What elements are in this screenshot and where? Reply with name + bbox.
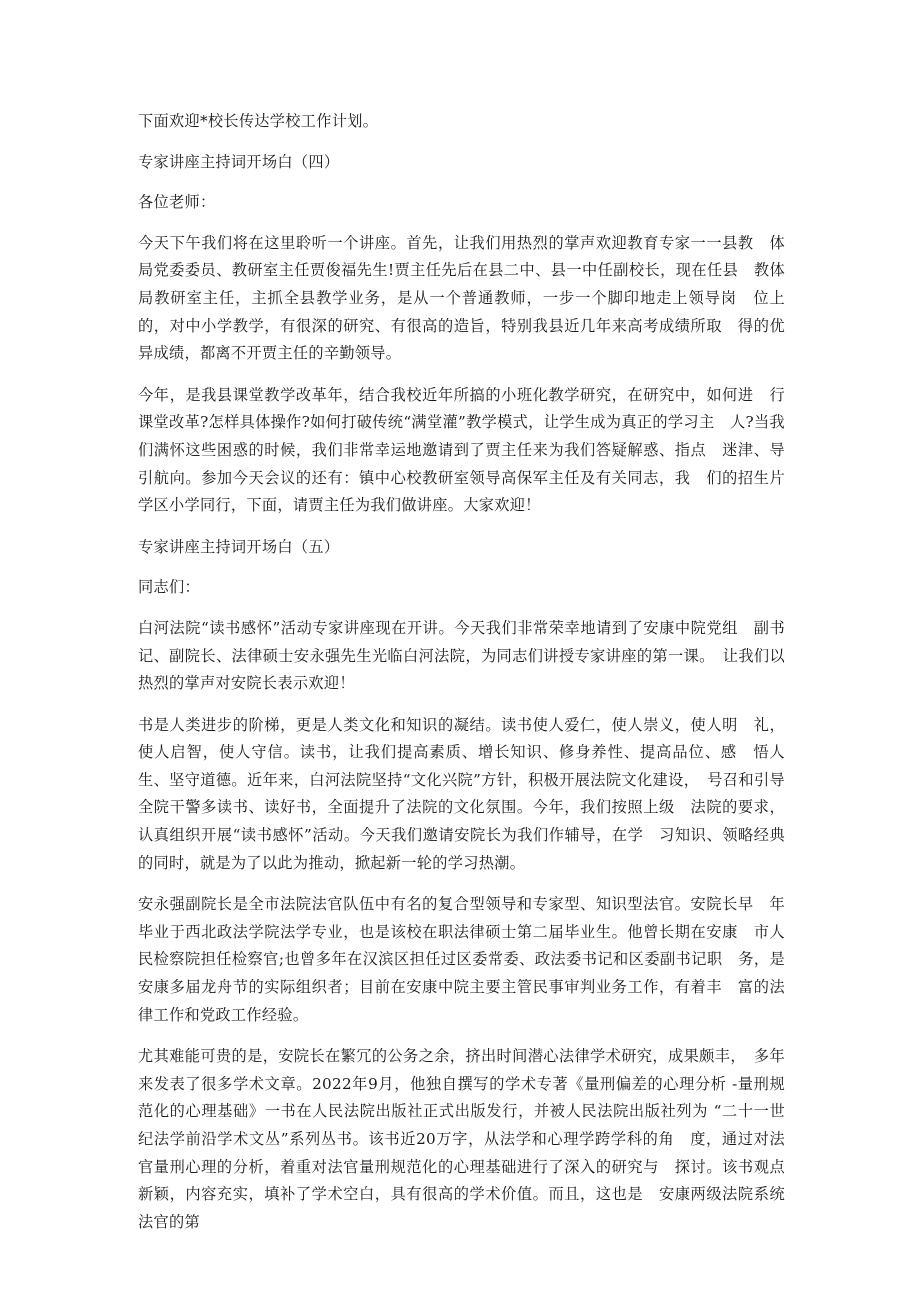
section-heading-five: 专家讲座主持词开场白（五） — [138, 537, 340, 556]
paragraph-court-lecture: 白河法院“读书感怀”活动专家讲座现在开讲。今天我们非常荣幸地请到了安康中院党组 副书记、副院长、法律硕士安永强先生光临白河法院，为同志们讲授专家讲座的第一课。 让我们以热烈的掌声对安院长表示欢迎！ — [138, 618, 785, 693]
paragraph-speaker-bio: 安永强副院长是全市法院法官队伍中有名的复合型领导和专家型、知识型法官。安院长早 年毕业于西北政法学院法学专业，也是该校在职法律硕士第二届毕业生。他曾长期在安康 市人民检察院担任检察官;也曾多年在汉滨区担任过区委常委、政法委书记和区委副书记职 务，是安康多届龙舟节的实际组织者；目前在安康中院主要主管民事审判业务工作，有着丰 富的法律工作和党政工作经验。 — [138, 895, 785, 1024]
section-heading-four: 专家讲座主持词开场白（四） — [138, 152, 340, 171]
salutation-teachers: 各位老师： — [138, 193, 216, 212]
paragraph-lecture-intro: 今天下午我们将在这里聆听一个讲座。首先，让我们用热烈的掌声欢迎教育专家一一县教 体局党委委员、教研室主任贾俊福先生!贾主任先后在县二中、县一中任副校长，现在任县 教体局教研室主任，主抓全县教学业务，是从一个普通教师，一步一个脚印地走上领导岗 位上的，对中小学教学，有很深的研究、有很高的造旨，特别我县近几年来高考成绩所取 得的优异成绩，都离不开贾主任的辛勤领导。 — [138, 233, 785, 363]
paragraph-research: 尤其难能可贵的是，安院长在繁冗的公务之余，挤出时间潜心法律学术研究，成果颇丰， 多年来发表了很多学术文章。2022年9月，他独自撰写的学术专著《量刑偏差的心理分析 -量刑规范化的心理基础》一书在人民法院出版社正式出版发行，并被人民法院出版社列为 “二十一世纪法学前沿学术文丛”系列丛书。该书近20万字，从法学和心理学跨学科的角 度，通过对法官量刑心理的分析，着重对法官量刑规范化的心理基础进行了深入的研究与 探讨。该书观点新颖，内容充实，填补了学术空白，具有很高的学术价值。而且，这也是 安康两级法院系统法官的第 — [138, 1047, 785, 1231]
document-body — [138, 108, 785, 1250]
opening-line: 下面欢迎*校长传达学校工作计划。 — [138, 112, 379, 130]
paragraph-classroom-reform: 今年，是我县课堂教学改革年，结合我校近年所搞的小班化教学研究，在研究中，如何进 行课堂改革?怎样具体操作?如何打破传统“满堂灌”教学模式，让学生成为真正的学习主 人?当我们满怀这些困惑的时候，我们非常幸运地邀请到了贾主任来为我们答疑解惑、指点 迷津、导引航向。参加今天会议的还有：镇中心校教研室领导高保军主任及有关同志，我 们的招生片学区小学同行，下面，请贾主任为我们做讲座。大家欢迎！ — [138, 385, 785, 515]
paragraph-reading: 书是人类进步的阶梯，更是人类文化和知识的凝结。读书使人爱仁，使人崇义，使人明 礼，使人启智，使人守信。读书，让我们提高素质、增长知识、修身养性、提高品位、感 悟人生、坚守道德。近年来，白河法院坚持“文化兴院”方针，积极开展法院文化建设， 号召和引导全院干警多读书、读好书，全面提升了法院的文化氛围。今年，我们按照上级 法院的要求，认真组织开展“读书感怀”活动。今天我们邀请安院长为我们作辅导，在学 习知识、领略经典的同时，就是为了以此为推动，掀起新一轮的学习热潮。 — [138, 715, 785, 872]
salutation-comrades: 同志们： — [138, 578, 200, 597]
